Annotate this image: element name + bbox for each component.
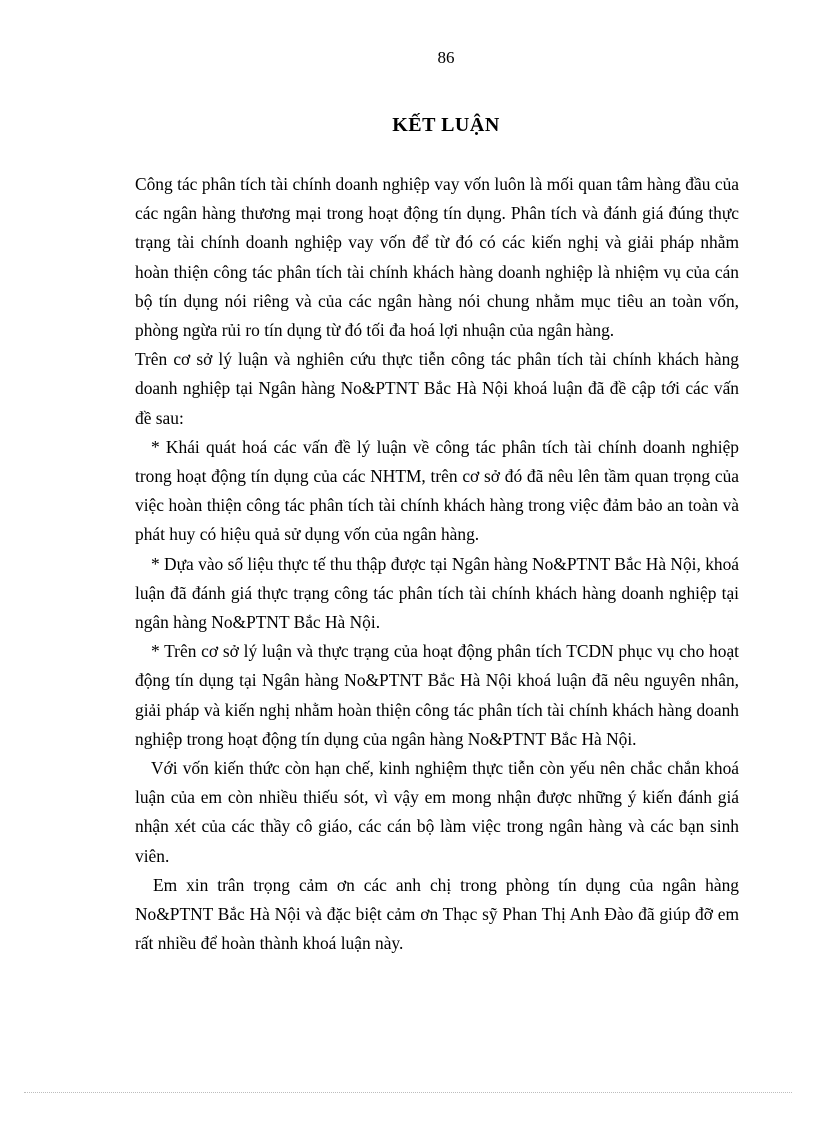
page-title: KẾT LUẬN [392,114,500,136]
bullet-assessment: * Dựa vào số liệu thực tế thu thập được tại Ngân hàng No&PTNT Bắc Hà Nội, khoá luận đã đánh giá thực trạng công tác phân tích tài chính khách hàng doanh nghiệp tại ngân hàng No&PTNT Bắc Hà Nội. [135,553,739,633]
document-body [135,170,739,958]
paragraph-scope: Trên cơ sở lý luận và nghiên cứu thực tiễn công tác phân tích tài chính khách hàng doanh nghiệp tại Ngân hàng No&PTNT Bắc Hà Nội khoá luận đã đề cập tới các vấn đề sau: [135,349,739,428]
paragraph-limitations: Với vốn kiến thức còn hạn chế, kinh nghiệm thực tiễn còn yếu nên chắc chắn khoá luận của em còn nhiều thiếu sót, vì vậy em mong nhận được những ý kiến đánh giá nhận xét của các thầy cô giáo, các cán bộ làm việc trong ngân hàng và các bạn sinh viên. [135,758,739,866]
paragraph-acknowledgement: Em xin trân trọng cảm ơn các anh chị trong phòng tín dụng của ngân hàng No&PTNT Bắc Hà Nội và đặc biệt cảm ơn Thạc sỹ Phan Thị Anh Đào đã giúp đỡ em rất nhiều để hoàn thành khoá luận này. [135,874,739,954]
bullet-solutions: * Trên cơ sở lý luận và thực trạng của hoạt động phân tích TCDN phục vụ cho hoạt động tín dụng tại Ngân hàng No&PTNT Bắc Hà Nội khoá luận đã nêu nguyên nhân, giải pháp và kiến nghị nhằm hoàn thiện công tác phân tích tài chính khách hàng doanh nghiệp trong hoạt động tín dụng của ngân hàng No&PTNT Bắc Hà Nội. [135,641,739,749]
paragraph-intro: Công tác phân tích tài chính doanh nghiệp vay vốn luôn là mối quan tâm hàng đầu của các ngân hàng thương mại trong hoạt động tín dụng. Phân tích và đánh giá đúng thực trạng tài chính doanh nghiệp vay vốn để từ đó có các kiến nghị và giải pháp nhằm hoàn thiện công tác phân tích tài chính khách hàng doanh nghiệp là nhiệm vụ của cán bộ tín dụng nói riêng và của các ngân hàng nói chung nhằm mục tiêu an toàn vốn, phòng ngừa rủi ro tín dụng từ đó tối đa hoá lợi nhuận của ngân hàng. [135,174,739,341]
page-number: 86 [437,48,455,67]
page-bottom-divider [24,1092,792,1093]
bullet-theory: * Khái quát hoá các vấn đề lý luận về công tác phân tích tài chính doanh nghiệp trong hoạt động tín dụng của các NHTM, trên cơ sở đó đã nêu lên tầm quan trọng của việc hoàn thiện công tác phân tích tài chính khách hàng trong việc đảm bảo an toàn và phát huy có hiệu quả sử dụng vốn của ngân hàng. [135,436,739,545]
